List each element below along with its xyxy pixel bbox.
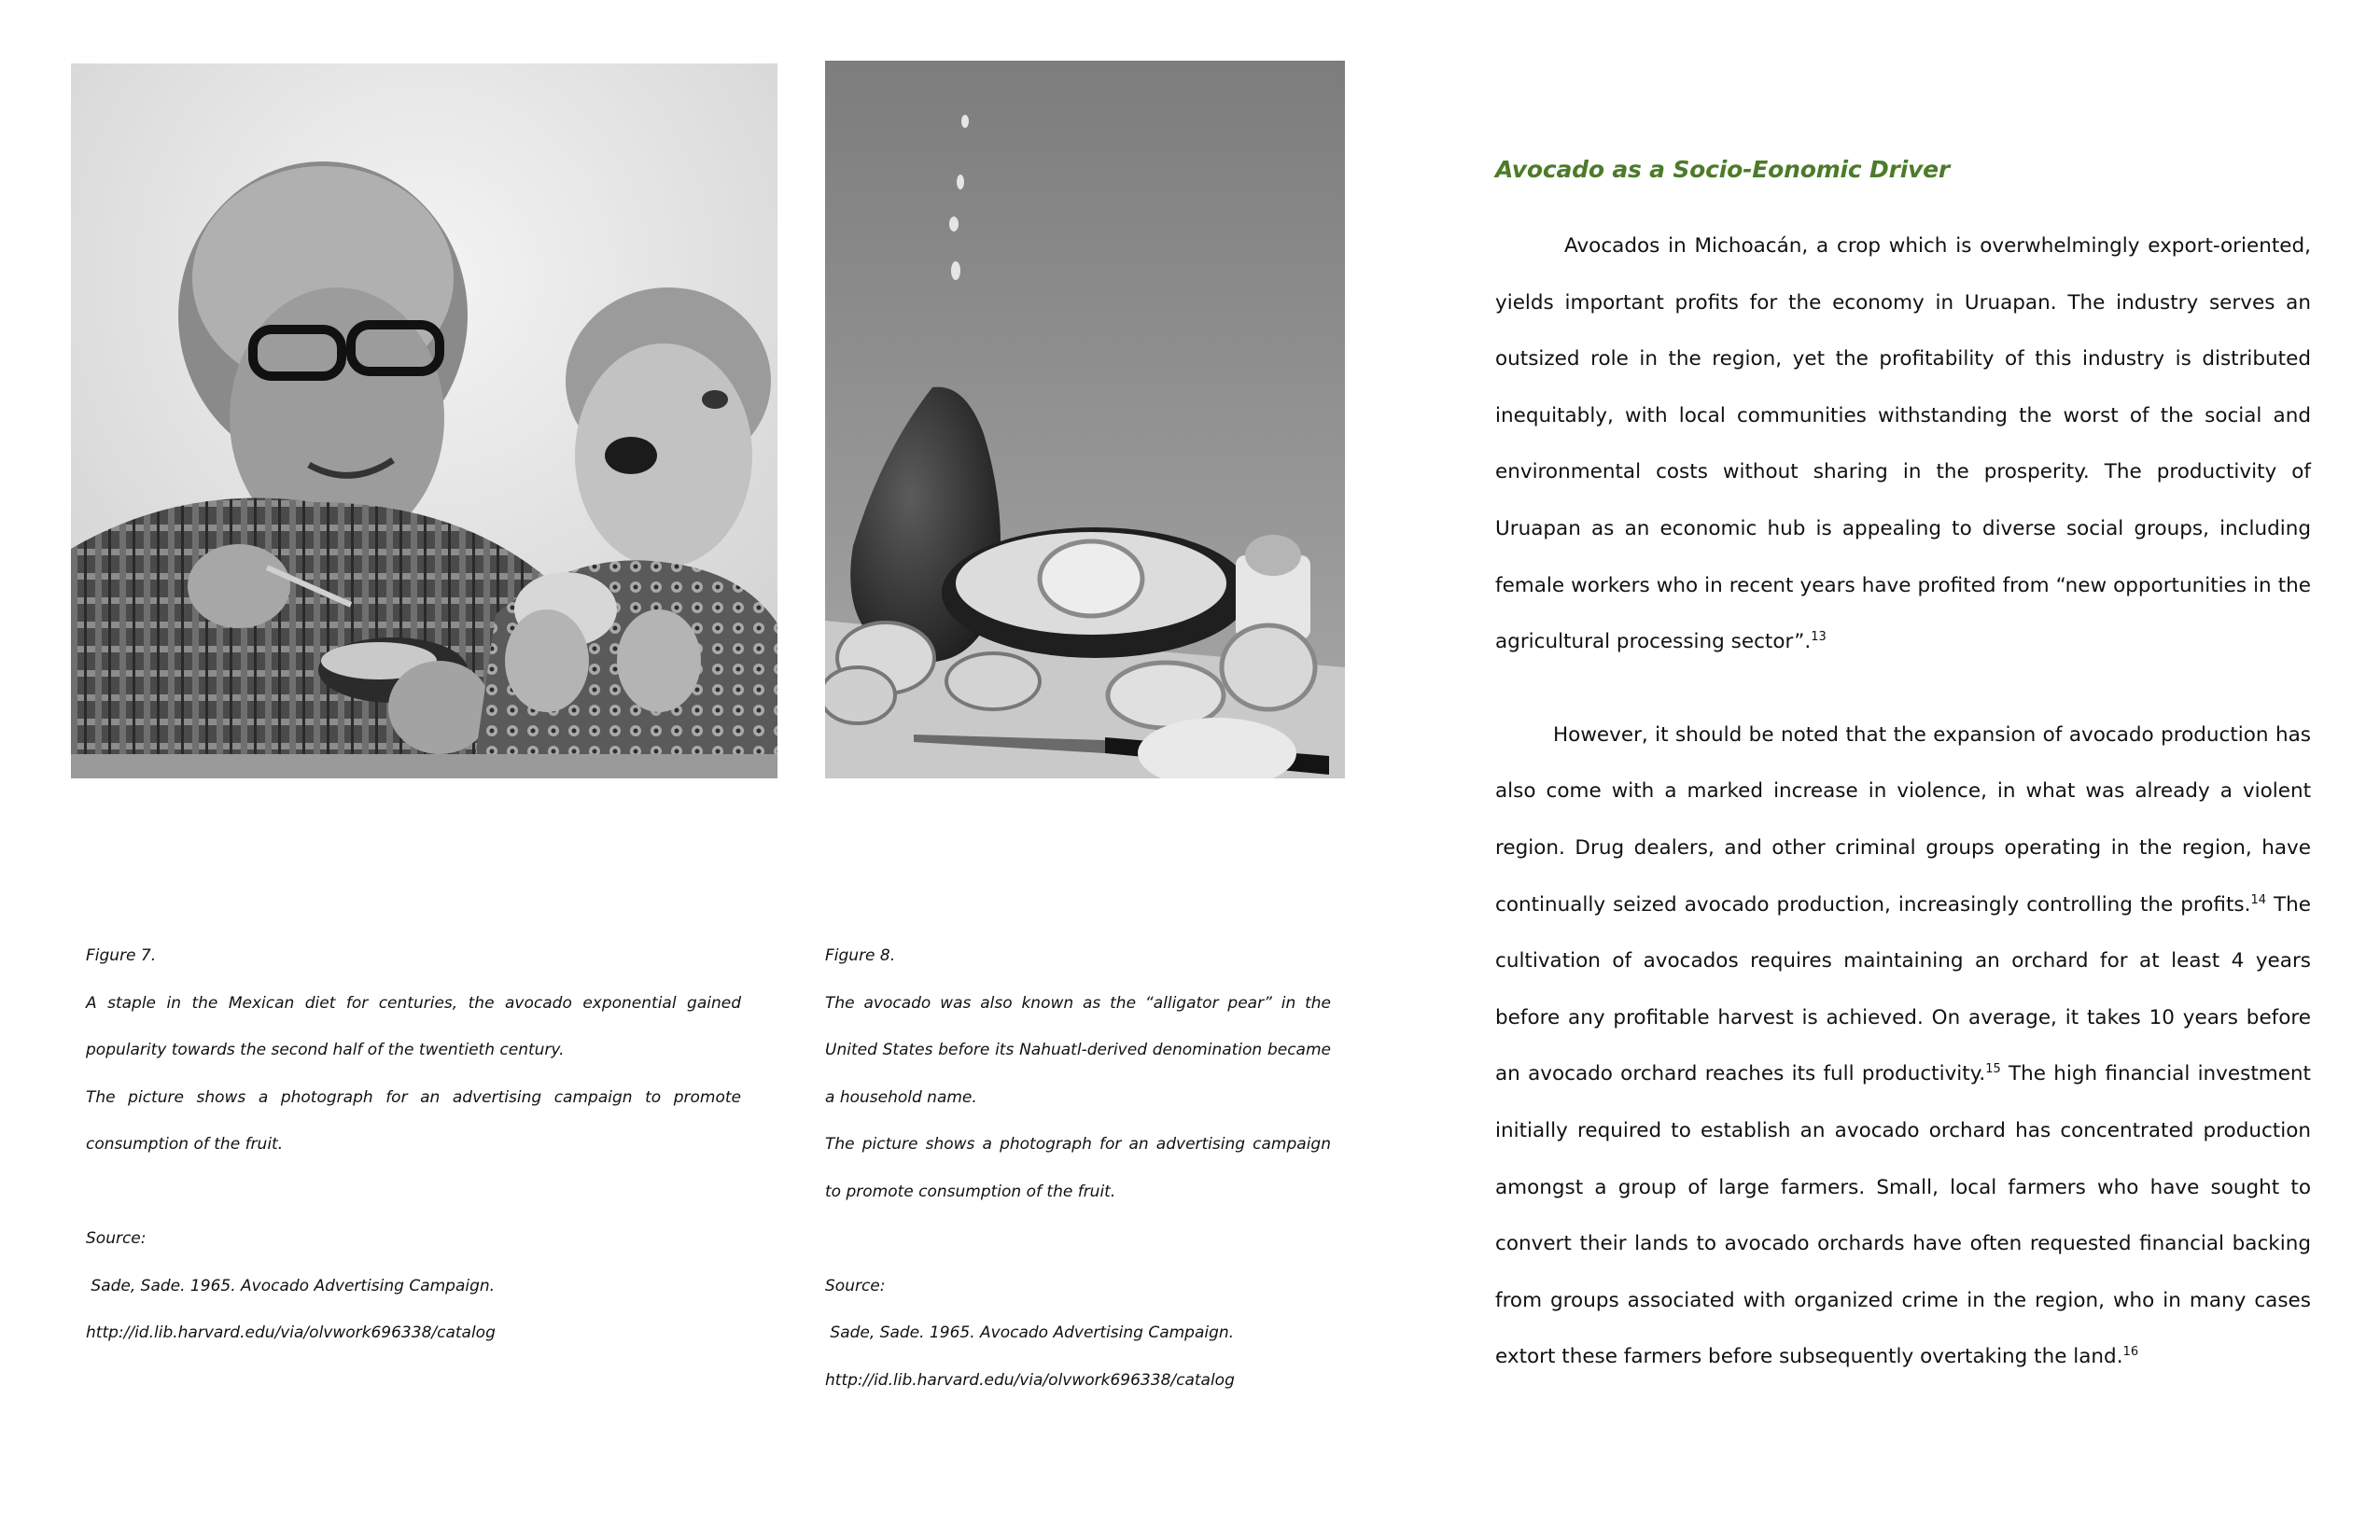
figure-8-source-citation: Sade, Sade. 1965. Avocado Advertising Campaign. [825, 1323, 1235, 1342]
figure-8-photo [825, 61, 1345, 778]
figure-7-source-label: Source: [86, 1229, 147, 1248]
footnote-marker-13: 13 [1811, 630, 1827, 644]
figure-8-source-url: http://id.lib.harvard.edu/via/olvwork696338/catalog [825, 1370, 1235, 1390]
figure-8-note: The picture shows a photograph for an advertising campaign to promote consumption of the fruit. [825, 1135, 1331, 1201]
figure-7-caption [86, 932, 741, 1357]
avocado-still-life-image [825, 61, 1345, 778]
grandmother-and-boy-eating-avocado-image [71, 63, 777, 778]
paragraph-2-text-part-1: However, it should be noted that the expansion of avocado production has also come with a marked increase in violence, in what was already a violent region. Drug dealers, and other criminal groups operating in the region, have continually seized avocado production, increasingly controlling the profits. [1495, 722, 2311, 917]
figure-7-source-url: http://id.lib.harvard.edu/via/olvwork696338/catalog [86, 1323, 496, 1342]
figure-8-caption [825, 932, 1331, 1404]
figure-7-label: Figure 7. [86, 946, 157, 965]
paragraph-1-text: Avocados in Michoacán, a crop which is overwhelmingly export-oriented, yields important profits for the economy in Uruapan. The industry serves an outsized role in the region, yet the profitability of this industry is distributed inequitably, with local communities withstanding the worst of the social and environmental costs without sharing in the prosperity. The productivity of Uruapan as an economic hub is appealing to diverse social groups, including female workers who in recent years have profited from “new opportunities in the agricultural processing sector”. [1495, 234, 2311, 654]
figure-8-source-label: Source: [825, 1276, 886, 1295]
figure-8-description: The avocado was also known as the “alligator pear” in the United States before its Nahuatl-derived denomination became a household name. [825, 993, 1331, 1107]
footnote-marker-15: 15 [1985, 1062, 2001, 1077]
figure-7-note: The picture shows a photograph for an advertising campaign to promote consumption of the fruit. [86, 1087, 741, 1154]
paragraph-avocado-economy [1495, 218, 2311, 671]
figure-8-label: Figure 8. [825, 946, 896, 965]
figure-7-source-citation: Sade, Sade. 1965. Avocado Advertising Campaign. [86, 1276, 496, 1295]
paragraph-2-text-part-2: The cultivation of avocados requires maintaining an orchard for at least 4 years before any profitable harvest is achieved. On average, it takes 10 years before an avocado orchard reaches its full productivity. [1495, 892, 2311, 1086]
footnote-marker-14: 14 [2250, 892, 2266, 907]
figure-7-description: A staple in the Mexican diet for centuries, the avocado exponential gained popularity towards the second half of the twentieth century. [86, 993, 741, 1059]
footnote-marker-16: 16 [2122, 1345, 2139, 1360]
section-heading: Avocado as a Socio-Eonomic Driver [1495, 156, 1951, 183]
figure-7-photo [71, 63, 777, 778]
paragraph-2-text-part-3: The high financial investment initially required to establish an avocado orchard has concentrated production amongst a group of large farmers. Small, local farmers who have sought to convert their lands to avocado orchards have often requested financial backing from groups associated with organized crime in the region, who in many cases extort these farmers before subsequently overtaking the land. [1495, 1062, 2311, 1369]
paragraph-violence [1495, 707, 2311, 1386]
article-section [1495, 149, 2311, 1386]
